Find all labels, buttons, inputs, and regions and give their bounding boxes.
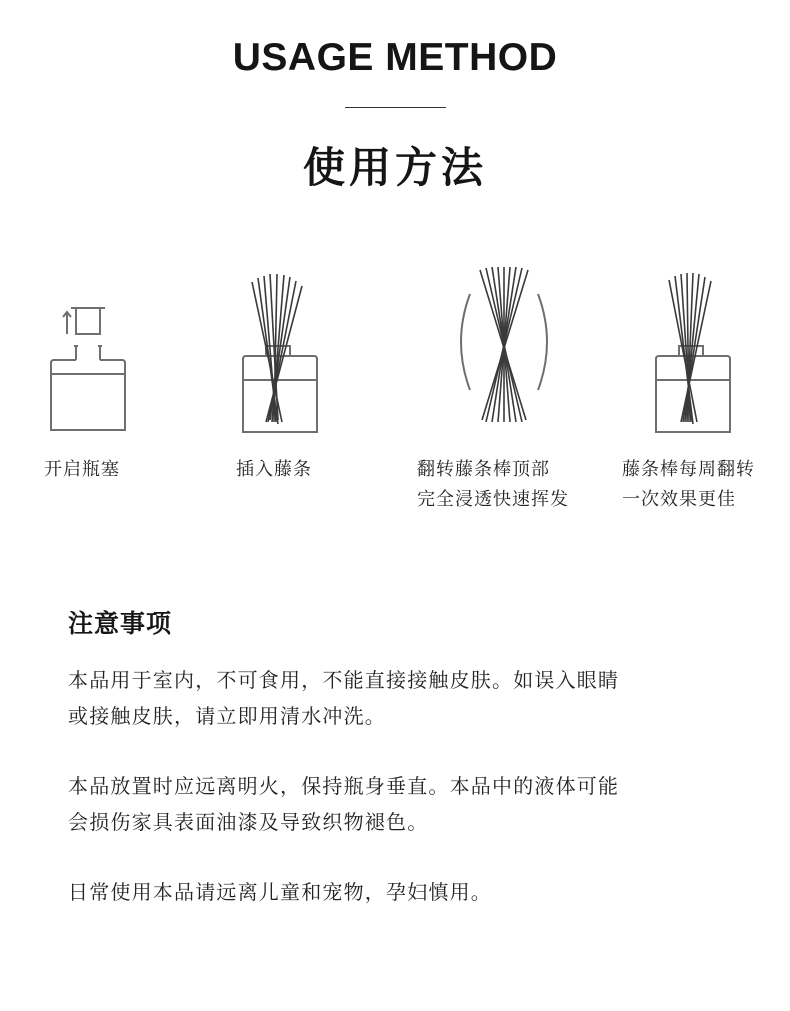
step-2-icon	[232, 262, 332, 446]
step-1-line-1: 开启瓶塞	[44, 459, 120, 480]
page-title-cn: 使用方法	[302, 143, 487, 192]
bottle-flipped-reeds-icon	[645, 262, 745, 442]
step-1-caption	[44, 455, 120, 485]
step-4-line-2: 一次效果更佳	[622, 489, 736, 510]
notes-heading: 注意事项	[68, 609, 173, 638]
step-1-icon	[40, 262, 140, 446]
step-4-line-1: 藤条棒每周翻转	[622, 459, 755, 480]
note-paragraph-3	[68, 874, 492, 910]
note-2-line-1: 本品放置时应远离明火，保持瓶身垂直。本品中的液体可能	[68, 774, 620, 798]
step-3-icon	[450, 262, 560, 446]
note-2-line-2: 会损伤家具表面油漆及导致织物褪色。	[68, 810, 429, 834]
bottle-open-cap-icon	[40, 262, 140, 442]
note-paragraph-2	[68, 768, 619, 840]
note-1-line-2: 或接触皮肤，请立即用清水冲洗。	[68, 704, 386, 728]
step-2-caption	[236, 455, 312, 485]
bottle-insert-reeds-icon	[232, 262, 332, 442]
step-3-line-1: 翻转藤条棒顶部	[417, 459, 550, 480]
title-divider	[345, 107, 446, 108]
step-2-line-1: 插入藤条	[236, 459, 312, 480]
reeds-flip-icon	[450, 262, 560, 442]
step-4-icon	[645, 262, 745, 446]
note-paragraph-1	[68, 662, 619, 734]
note-3-line-1: 日常使用本品请远离儿童和宠物，孕妇慎用。	[68, 880, 492, 904]
step-3-line-2: 完全浸透快速挥发	[417, 489, 569, 510]
step-3-caption	[417, 455, 569, 515]
step-4-caption	[622, 455, 755, 515]
page-title-en: USAGE METHOD	[232, 36, 558, 79]
note-1-line-1: 本品用于室内，不可食用，不能直接接触皮肤。如误入眼睛	[68, 668, 620, 692]
